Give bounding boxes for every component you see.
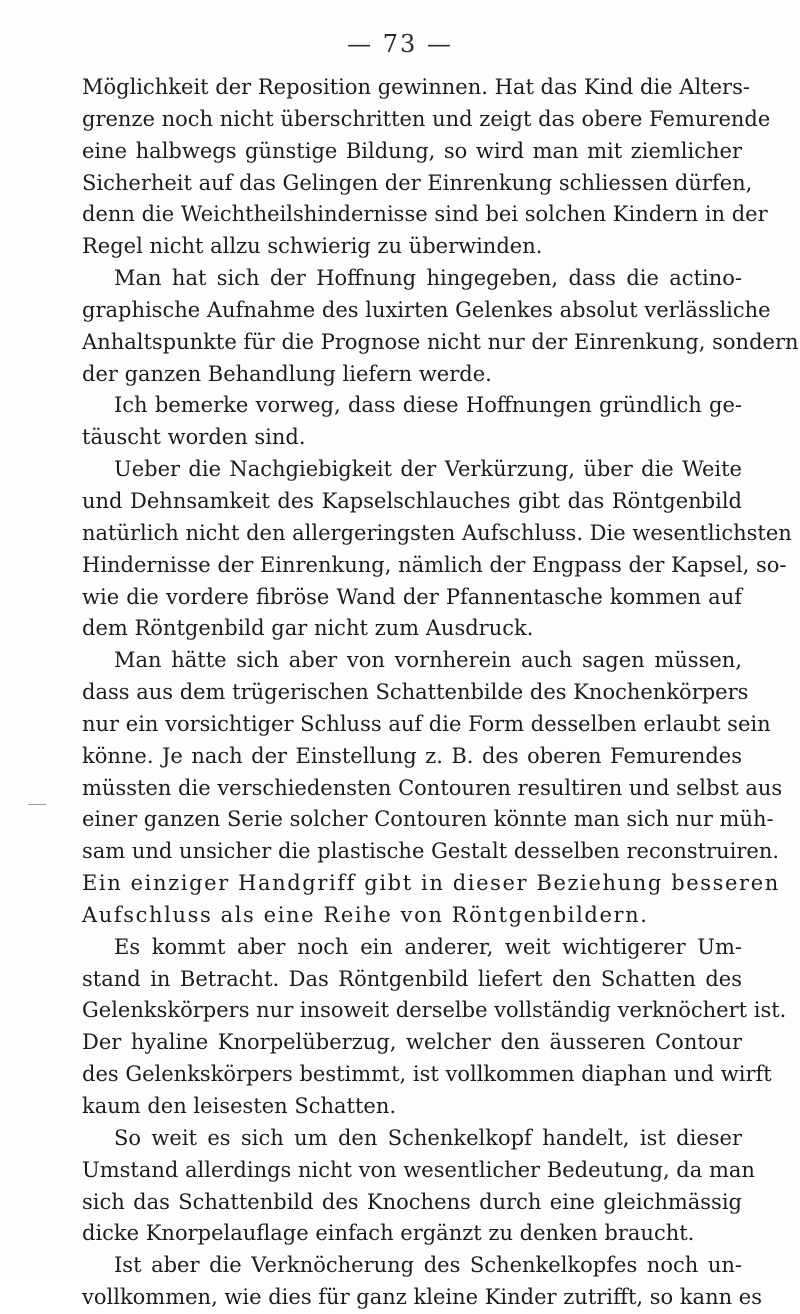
text-line: vollkommen, wie dies für ganz kleine Kinder zutrifft, so kann es [82,1285,762,1310]
text-line: Ich bemerke vorweg, dass diese Hoffnungen gründlich ge- [114,393,742,418]
page-number: — 73 — [347,30,453,58]
text-line: dicke Knorpelauflage einfach ergänzt zu denken braucht. [82,1221,695,1246]
text-line: stand in Betracht. Das Röntgenbild liefert den Schatten des [82,966,742,991]
text-line: Hindernisse der Einrenkung, nämlich der Engpass der Kapsel, so- [82,552,787,577]
text-line: So weit es sich um den Schenkelkopf handelt, ist dieser [114,1125,742,1150]
text-line: Der hyaline Knorpelüberzug, welcher den äusseren Contour [82,1030,742,1055]
text-line: denn die Weichtheilshindernisse sind bei solchen Kindern in der [82,202,768,227]
text-line-emphasis: Ein einziger Handgriff gibt in dieser Beziehung besseren [82,871,780,896]
text-line: Möglichkeit der Reposition gewinnen. Hat das Kind die Alters- [82,75,750,99]
text-line-emphasis: Aufschluss als eine Reihe von Röntgenbildern. [82,902,649,927]
text-line: natürlich nicht den allergeringsten Aufschluss. Die wesentlichsten [82,520,792,545]
text-line: eine halbwegs günstige Bildung, so wird man mit ziemlicher [82,138,742,163]
body-text [82,72,799,1314]
text-line: und Dehnsamkeit des Kapselschlauches gibt das Röntgenbild [82,488,742,513]
text-line: Man hat sich der Hoffnung hingegeben, dass die actino- [114,266,742,291]
text-line: Ueber die Nachgiebigkeit der Verkürzung, über die Weite [114,457,742,482]
text-line: Es kommt aber noch ein anderer, weit wichtigerer Um- [114,934,742,959]
text-line: graphische Aufnahme des luxirten Gelenkes absolut verlässliche [82,297,771,322]
text-line: dem Röntgenbild gar nicht zum Ausdruck. [82,616,534,641]
text-line: sam und unsicher die plastische Gestalt desselben reconstruiren. [82,839,780,864]
text-line: sich das Schattenbild des Knochens durch eine gleichmässig [82,1189,742,1214]
text-line: wie die vordere fibröse Wand der Pfannentasche kommen auf [82,584,742,609]
text-line: Gelenkskörpers nur insoweit derselbe vollständig verknöchert ist. [82,998,787,1023]
margin-mark [28,804,46,805]
text-line: Umstand allerdings nicht von wesentlicher Bedeutung, da man [82,1157,755,1182]
text-line: müssten die verschiedensten Contouren resultiren und selbst aus [82,775,783,800]
text-line: des Gelenkskörpers bestimmt, ist vollkommen diaphan und wirft [82,1062,772,1087]
text-line: einer ganzen Serie solcher Contouren könnte man sich nur müh- [82,807,774,832]
text-line: kaum den leisesten Schatten. [82,1094,397,1118]
text-line: nur ein vorsichtiger Schluss auf die Form desselben erlaubt sein [82,711,771,736]
text-line: dass aus dem trügerischen Schattenbilde des Knochenkörpers [82,680,749,705]
text-line: Man hätte sich aber von vornherein auch sagen müssen, [114,648,742,673]
text-line: Regel nicht allzu schwierig zu überwinden. [82,234,543,259]
text-line: könne. Je nach der Einstellung z. B. des oberen Femurendes [82,743,742,768]
text-line: der ganzen Behandlung liefern werde. [82,361,492,386]
text-line: Anhaltspunkte für die Prognose nicht nur der Einrenkung, sondern [82,329,799,354]
text-line: täuscht worden sind. [82,425,306,450]
text-line: Ist aber die Verknöcherung des Schenkelkopfes noch un- [114,1253,742,1278]
text-line: grenze noch nicht überschritten und zeigt das obere Femurende [82,106,771,131]
text-line: Sicherheit auf das Gelingen der Einrenkung schliessen dürfen, [82,170,753,195]
